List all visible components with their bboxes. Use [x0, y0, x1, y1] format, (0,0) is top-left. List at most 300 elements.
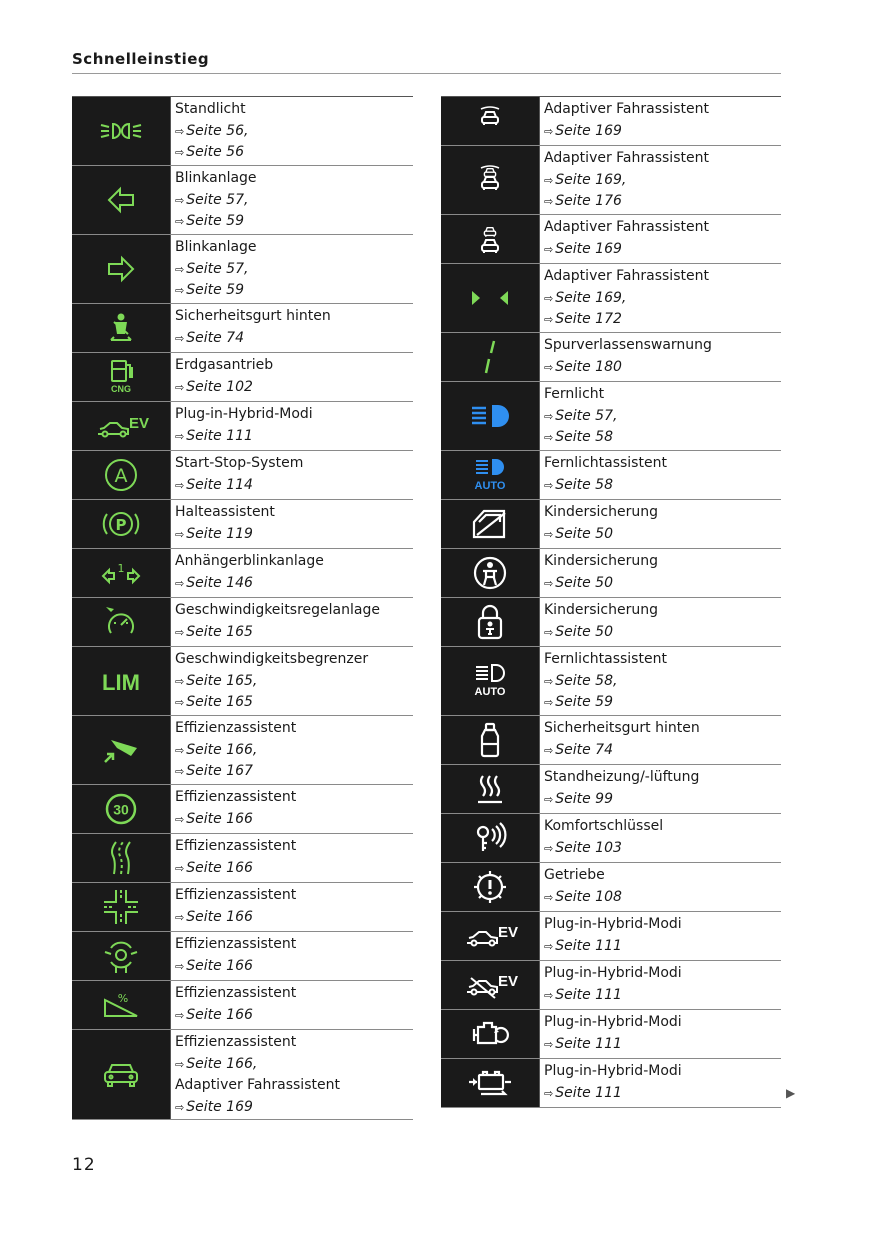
page-reference-link[interactable] — [175, 280, 413, 302]
aux-heater-icon — [441, 765, 540, 813]
page-reference-link[interactable] — [175, 573, 413, 595]
page-reference-link[interactable] — [544, 622, 781, 644]
svg-text:30: 30 — [113, 801, 129, 818]
page-reference-text: Seite 99 — [555, 790, 613, 807]
symbol-title: Kindersicherung — [544, 504, 658, 520]
symbol-description — [540, 814, 781, 862]
reference-arrow-icon: ⇨ — [544, 291, 554, 305]
reference-arrow-icon: ⇨ — [175, 674, 185, 688]
svg-text:%: % — [117, 992, 129, 1005]
reference-arrow-icon: ⇨ — [175, 124, 185, 138]
table-row — [441, 333, 781, 382]
symbol-title: Kindersicherung — [544, 553, 658, 569]
symbol-title: Effizienzassistent — [175, 936, 297, 952]
reference-arrow-icon: ⇨ — [544, 195, 554, 208]
lane-departure-icon — [441, 333, 540, 381]
page-reference-text: Seite 169 — [555, 240, 622, 257]
table-row — [72, 716, 413, 785]
high-beam-auto-white-icon — [441, 647, 540, 715]
reference-arrow-icon: ⇨ — [175, 743, 185, 757]
page-reference-text: Seite 57, — [186, 191, 249, 208]
table-row — [72, 883, 413, 932]
reference-arrow-icon: ⇨ — [544, 1037, 554, 1051]
symbol-description — [540, 97, 781, 145]
page-reference-link[interactable] — [544, 288, 781, 310]
reference-arrow-icon: ⇨ — [544, 743, 554, 757]
table-row — [72, 598, 413, 647]
reference-arrow-icon: ⇨ — [544, 478, 554, 492]
symbol-description — [540, 716, 781, 764]
page-reference-text: Seite 111 — [186, 427, 253, 444]
symbol-description — [171, 304, 413, 352]
page-reference-text: Seite 166 — [186, 810, 253, 827]
table-row — [72, 97, 413, 166]
page-reference-link[interactable] — [544, 1034, 781, 1056]
page-reference-link[interactable] — [544, 789, 781, 811]
symbol-description — [540, 215, 781, 263]
symbol-description — [540, 549, 781, 597]
symbol-title: Plug-in-Hybrid-Modi — [544, 1014, 682, 1030]
symbol-description — [171, 402, 413, 450]
engine-charge-icon — [441, 1010, 540, 1058]
header-divider — [72, 73, 781, 74]
table-row — [72, 834, 413, 883]
symbol-title: Anhängerblinkanlage — [175, 553, 324, 569]
page-reference-text: Seite 57, — [555, 407, 618, 424]
speed-30-icon — [72, 785, 171, 833]
symbol-title: Getriebe — [544, 867, 605, 883]
page-reference-link[interactable] — [175, 475, 413, 497]
symbol-title: Effizienzassistent — [175, 985, 297, 1001]
table-row — [72, 981, 413, 1030]
page-reference-link[interactable] — [175, 622, 413, 644]
page-reference-text: Seite 172 — [555, 311, 622, 327]
symbol-title: Fernlicht — [544, 386, 605, 402]
reference-arrow-icon: ⇨ — [175, 193, 185, 207]
reference-arrow-icon: ⇨ — [544, 242, 554, 256]
reference-arrow-icon: ⇨ — [544, 124, 554, 138]
page-reference-link[interactable] — [544, 1083, 781, 1105]
svg-text:P: P — [115, 516, 127, 534]
symbol-title: Blinkanlage — [175, 239, 257, 255]
symbol-title: Fernlichtassistent — [544, 455, 667, 471]
reference-arrow-icon: ⇨ — [544, 527, 554, 541]
high-beam-icon — [441, 382, 540, 450]
table-row — [441, 451, 781, 500]
reference-arrow-icon: ⇨ — [544, 841, 554, 855]
symbol-description — [540, 382, 781, 450]
symbol-description — [171, 451, 413, 499]
symbol-title: Plug-in-Hybrid-Modi — [175, 406, 313, 422]
reference-arrow-icon: ⇨ — [544, 939, 554, 953]
table-row — [441, 598, 781, 647]
symbol-title: Kindersicherung — [544, 602, 658, 618]
page-reference-link[interactable] — [544, 357, 781, 379]
page-reference-link[interactable] — [544, 936, 781, 958]
reference-arrow-icon: ⇨ — [544, 173, 554, 187]
table-row — [72, 166, 413, 235]
symbol-title: Start-Stop-System — [175, 455, 304, 471]
table-row — [72, 785, 413, 834]
symbol-title: Adaptiver Fahrassistent — [544, 150, 709, 166]
symbol-title: Effizienzassistent — [175, 887, 297, 903]
reference-arrow-icon: ⇨ — [544, 360, 554, 374]
table-row — [441, 1010, 781, 1059]
table-row — [441, 1059, 781, 1108]
parking-light-icon — [72, 97, 171, 165]
page-reference-text: Seite 103 — [555, 839, 622, 856]
page-reference-link[interactable] — [175, 1005, 413, 1027]
symbol-description — [171, 598, 413, 646]
page-reference-link[interactable] — [175, 524, 413, 546]
turn-left-icon — [72, 166, 171, 234]
page-reference-text: Seite 166, — [186, 1055, 258, 1072]
symbol-title: Effizienzassistent — [175, 720, 297, 736]
start-stop-icon — [72, 451, 171, 499]
symbol-title: Adaptiver Fahrassistent — [544, 101, 709, 117]
symbol-title: Erdgasantrieb — [175, 357, 274, 373]
reference-arrow-icon: ⇨ — [175, 478, 185, 492]
page-reference-link[interactable] — [544, 573, 781, 595]
reference-arrow-icon: ⇨ — [544, 696, 554, 709]
page-reference-text: Seite 102 — [186, 378, 253, 395]
table-row — [441, 716, 781, 765]
page-reference-link[interactable] — [175, 426, 413, 448]
table-row — [441, 97, 781, 146]
child-door-lock-icon — [441, 598, 540, 646]
symbol-description — [171, 785, 413, 833]
table-row — [72, 353, 413, 402]
table-row — [441, 549, 781, 598]
page-reference-link[interactable] — [175, 858, 413, 880]
table-row — [72, 304, 413, 353]
reference-arrow-icon: ⇨ — [175, 262, 185, 276]
page-title: Schnelleinstieg — [72, 50, 210, 68]
seatbelt-bottle-icon — [441, 716, 540, 764]
car-ev-crossed-icon — [441, 961, 540, 1009]
page-reference-text: Seite 111 — [555, 986, 622, 1003]
symbol-title: Sicherheitsgurt hinten — [175, 308, 331, 324]
table-row — [441, 264, 781, 333]
page-reference-text: Seite 58 — [555, 476, 613, 493]
slope-icon — [72, 981, 171, 1029]
table-row — [441, 215, 781, 264]
page-reference-text: Seite 119 — [186, 525, 253, 542]
svg-text:EV: EV — [498, 924, 519, 941]
table-row — [441, 912, 781, 961]
page-reference-text: Seite 166 — [186, 957, 253, 974]
symbol-title: Standlicht — [175, 101, 246, 117]
page-reference-text: Seite 180 — [555, 358, 622, 375]
table-row — [72, 500, 413, 549]
symbol-title: Effizienzassistent — [175, 1034, 297, 1050]
cruise-control-icon — [72, 598, 171, 646]
page-reference-link[interactable] — [175, 761, 413, 783]
symbol-title: Sicherheitsgurt hinten — [544, 720, 700, 736]
reference-arrow-icon: ⇨ — [175, 696, 185, 709]
page-reference-text: Seite 56, — [186, 122, 249, 139]
reference-arrow-icon: ⇨ — [175, 576, 185, 590]
battery-charge-icon — [441, 1059, 540, 1107]
symbol-description — [171, 647, 413, 715]
reference-arrow-icon: ⇨ — [175, 1008, 185, 1022]
table-row — [72, 402, 413, 451]
child-lock-icon — [441, 549, 540, 597]
symbol-description — [540, 1059, 781, 1107]
page-reference-text: Seite 57, — [186, 260, 249, 277]
symbol-description — [540, 333, 781, 381]
page-reference-text: Seite 108 — [555, 888, 622, 905]
reference-arrow-icon: ⇨ — [544, 890, 554, 904]
page-reference-link[interactable] — [175, 328, 413, 350]
symbol-description — [171, 235, 413, 303]
page-reference-text: Seite 166, — [186, 741, 258, 758]
page-reference-link[interactable] — [544, 475, 781, 497]
page-reference-link[interactable] — [175, 692, 413, 714]
symbol-title: Plug-in-Hybrid-Modi — [544, 1063, 682, 1079]
intersection-icon — [72, 883, 171, 931]
symbol-title: Adaptiver Fahrassistent — [544, 268, 709, 284]
car-distance-1-icon — [441, 97, 540, 145]
page-reference-text: Seite 166 — [186, 908, 253, 925]
page-reference-link[interactable] — [175, 259, 413, 281]
page-reference-text: Seite 165 — [186, 623, 253, 640]
seatbelt-rear-icon — [72, 304, 171, 352]
symbol-title: Plug-in-Hybrid-Modi — [544, 916, 682, 932]
cng-fuel-icon — [72, 353, 171, 401]
symbol-table-left — [72, 96, 413, 1120]
page-reference-text: Seite 111 — [555, 937, 622, 954]
page-reference-text: Seite 169 — [555, 122, 622, 139]
trailer-turn-icon — [72, 549, 171, 597]
symbol-description — [540, 912, 781, 960]
symbol-description — [540, 863, 781, 911]
reference-arrow-icon: ⇨ — [175, 861, 185, 875]
symbol-title: Blinkanlage — [175, 170, 257, 186]
table-row — [441, 863, 781, 912]
table-row — [441, 765, 781, 814]
symbol-description — [540, 451, 781, 499]
page-reference-link[interactable] — [175, 190, 413, 212]
page-reference-text: Seite 169, — [555, 289, 627, 306]
page-reference-text: Seite 111 — [555, 1084, 622, 1101]
symbol-description — [540, 961, 781, 1009]
page-reference-text: Seite 114 — [186, 476, 253, 493]
table-row — [72, 932, 413, 981]
page-reference-link[interactable] — [544, 121, 781, 143]
page-reference-link[interactable] — [175, 142, 413, 164]
high-beam-auto-blue-icon — [441, 451, 540, 499]
table-row — [72, 1030, 413, 1120]
symbol-title: Adaptiver Fahrassistent — [175, 1077, 340, 1093]
symbol-description — [171, 834, 413, 882]
reference-arrow-icon: ⇨ — [544, 409, 554, 423]
reference-arrow-icon: ⇨ — [544, 576, 554, 590]
page-reference-text: Seite 111 — [555, 1035, 622, 1052]
page-reference-text: Seite 56 — [186, 144, 244, 160]
svg-text:EV: EV — [498, 973, 519, 990]
page-reference-text: Seite 58, — [555, 672, 618, 689]
page-reference-link[interactable] — [175, 809, 413, 831]
page-reference-text: Seite 166 — [186, 859, 253, 876]
symbol-description — [540, 500, 781, 548]
reference-arrow-icon: ⇨ — [175, 527, 185, 541]
symbol-description — [171, 932, 413, 980]
page-reference-link[interactable] — [544, 692, 781, 714]
svg-text:AUTO: AUTO — [474, 480, 506, 492]
symbol-title: Geschwindigkeitsregelanlage — [175, 602, 380, 618]
curve-road-icon — [72, 834, 171, 882]
accelerator-foot-icon — [72, 716, 171, 784]
svg-text:1: 1 — [117, 562, 125, 575]
symbol-table-right — [441, 96, 781, 1108]
page-reference-link[interactable] — [544, 239, 781, 261]
page-reference-link[interactable] — [544, 191, 781, 213]
reference-arrow-icon: ⇨ — [175, 910, 185, 924]
transmission-warning-icon — [441, 863, 540, 911]
symbol-description — [540, 1010, 781, 1058]
table-row — [72, 235, 413, 304]
car-distance-3-icon — [441, 215, 540, 263]
page-reference-link[interactable] — [544, 671, 781, 693]
lane-triangles-icon — [441, 264, 540, 332]
page-reference-link[interactable] — [175, 956, 413, 978]
symbol-title: Halteassistent — [175, 504, 275, 520]
symbol-description — [171, 500, 413, 548]
symbol-title: Effizienzassistent — [175, 789, 297, 805]
symbol-title: Standheizung/-lüftung — [544, 769, 700, 785]
reference-arrow-icon: ⇨ — [175, 284, 185, 297]
symbol-description — [171, 97, 413, 165]
hold-assist-icon — [72, 500, 171, 548]
page-reference-link[interactable] — [175, 907, 413, 929]
reference-arrow-icon: ⇨ — [175, 1100, 185, 1114]
page-reference-link[interactable] — [175, 1097, 413, 1119]
symbol-description — [171, 716, 413, 784]
symbol-description — [540, 647, 781, 715]
page-reference-link[interactable] — [175, 740, 413, 762]
page-reference-link[interactable] — [544, 406, 781, 428]
reference-arrow-icon: ⇨ — [175, 215, 185, 228]
table-row — [72, 549, 413, 598]
page-reference-link[interactable] — [544, 524, 781, 546]
page-reference-text: Seite 167 — [186, 763, 253, 779]
page-reference-link[interactable] — [544, 887, 781, 909]
page-reference-text: Seite 50 — [555, 525, 613, 542]
symbol-title: Spurverlassenswarnung — [544, 337, 712, 353]
page-reference-link[interactable] — [175, 671, 413, 693]
next-page-arrow-icon: ▶ — [786, 1086, 796, 1100]
symbol-description — [171, 1030, 413, 1119]
symbol-description — [171, 549, 413, 597]
page-reference-text: Seite 59 — [555, 694, 613, 710]
reference-arrow-icon: ⇨ — [544, 792, 554, 806]
comfort-key-icon — [441, 814, 540, 862]
page-reference-text: Seite 74 — [555, 741, 613, 758]
reference-arrow-icon: ⇨ — [175, 959, 185, 973]
page-reference-text: Seite 59 — [186, 213, 244, 229]
symbol-title: Adaptiver Fahrassistent — [544, 219, 709, 235]
page-reference-link[interactable] — [544, 740, 781, 762]
car-distance-2-icon — [441, 146, 540, 214]
svg-text:A: A — [114, 465, 128, 487]
table-row — [441, 961, 781, 1010]
table-row — [72, 647, 413, 716]
svg-text:AUTO: AUTO — [474, 686, 506, 698]
symbol-title: Plug-in-Hybrid-Modi — [544, 965, 682, 981]
page-reference-link[interactable] — [544, 309, 781, 331]
page-reference-text: Seite 50 — [555, 574, 613, 591]
reference-arrow-icon: ⇨ — [544, 988, 554, 1002]
symbol-description — [540, 598, 781, 646]
page-reference-link[interactable] — [544, 985, 781, 1007]
reference-arrow-icon: ⇨ — [544, 431, 554, 444]
page-reference-text: Seite 74 — [186, 329, 244, 346]
symbol-description — [171, 981, 413, 1029]
roundabout-icon — [72, 932, 171, 980]
reference-arrow-icon: ⇨ — [544, 625, 554, 639]
page-reference-text: Seite 50 — [555, 623, 613, 640]
symbol-description — [540, 146, 781, 214]
page-number: 12 — [72, 1155, 96, 1175]
table-row — [72, 451, 413, 500]
table-row — [441, 647, 781, 716]
symbol-title: Geschwindigkeitsbegrenzer — [175, 651, 369, 667]
page-reference-text: Seite 176 — [555, 193, 622, 209]
svg-text:LIM: LIM — [102, 670, 140, 695]
page-reference-text: Seite 58 — [555, 429, 613, 445]
reference-arrow-icon: ⇨ — [175, 146, 185, 159]
symbol-title: Effizienzassistent — [175, 838, 297, 854]
speed-limiter-icon — [72, 647, 171, 715]
symbol-description — [171, 883, 413, 931]
page-reference-link[interactable] — [544, 838, 781, 860]
page-reference-link[interactable] — [544, 170, 781, 192]
reference-arrow-icon: ⇨ — [544, 674, 554, 688]
reference-arrow-icon: ⇨ — [175, 429, 185, 443]
page-reference-text: Seite 169, — [555, 171, 627, 188]
page-reference-link[interactable] — [175, 1054, 413, 1076]
symbol-description — [171, 353, 413, 401]
car-ev-icon — [72, 402, 171, 450]
car-ev-white-icon — [441, 912, 540, 960]
page-reference-link[interactable] — [175, 211, 413, 233]
turn-right-icon — [72, 235, 171, 303]
symbol-description — [171, 166, 413, 234]
table-row — [441, 814, 781, 863]
reference-arrow-icon: ⇨ — [175, 765, 185, 778]
page-reference-link[interactable] — [175, 121, 413, 143]
symbol-title: Fernlichtassistent — [544, 651, 667, 667]
page-reference-text: Seite 146 — [186, 574, 253, 591]
page-reference-text: Seite 165, — [186, 672, 258, 689]
page-reference-link[interactable] — [544, 427, 781, 449]
page-reference-text: Seite 59 — [186, 282, 244, 298]
reference-arrow-icon: ⇨ — [175, 1057, 185, 1071]
page-reference-text: Seite 165 — [186, 694, 253, 710]
symbol-description — [540, 264, 781, 332]
reference-arrow-icon: ⇨ — [544, 1086, 554, 1100]
car-front-icon — [72, 1030, 171, 1119]
table-row — [441, 382, 781, 451]
symbol-title: Komfortschlüssel — [544, 818, 664, 834]
reference-arrow-icon: ⇨ — [175, 331, 185, 345]
svg-text:EV: EV — [129, 415, 150, 432]
svg-text:CNG: CNG — [111, 384, 131, 394]
page-reference-link[interactable] — [175, 377, 413, 399]
reference-arrow-icon: ⇨ — [175, 625, 185, 639]
table-row — [441, 500, 781, 549]
